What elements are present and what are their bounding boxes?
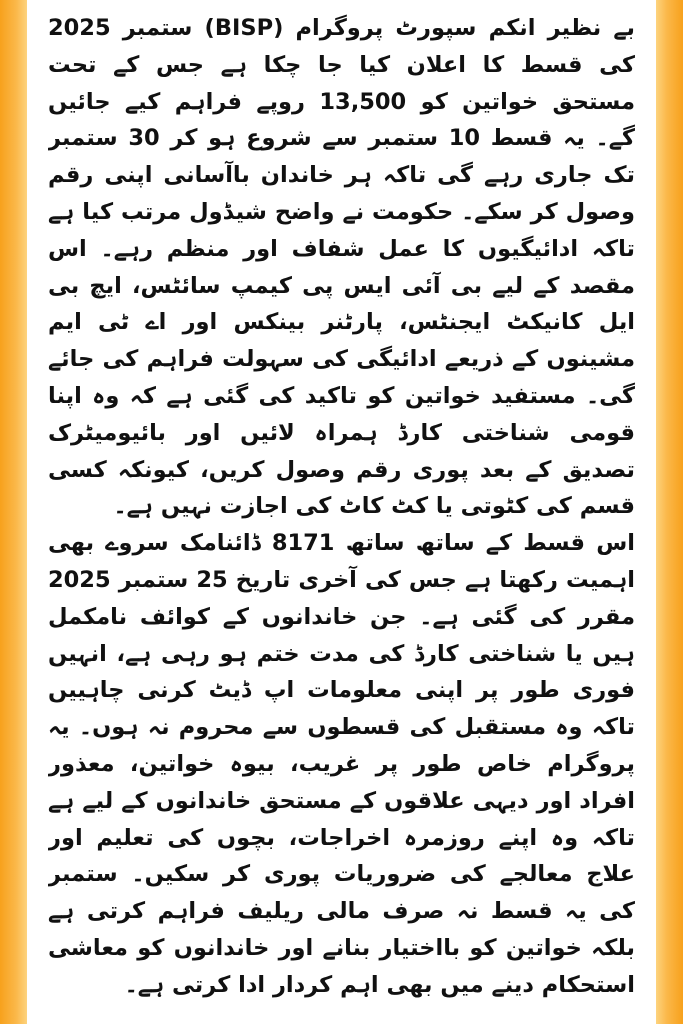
article-body bbox=[48, 10, 635, 1014]
left-orange-border bbox=[0, 0, 27, 1024]
right-orange-border bbox=[656, 0, 683, 1024]
paragraph-dynamic-survey: اس قسط کے ساتھ ساتھ 8171 ڈائنامک سروے بھی اہمیت رکھتا ہے جس کی آخری تاریخ 25 ستمبر 2025 مقرر کی گئی ہے۔ جن خاندانوں کے کوائف نامکمل ہیں یا شناختی کارڈ کی مدت ختم ہو رہی ہے، انہیں فوری طور پر اپنی معلومات اپ ڈیٹ کرنی چاہییں تاکہ وہ مستقبل کی قسطوں سے محروم نہ ہوں۔ یہ پروگرام خاص طور پر غریب، بیوہ خواتین، معذور افراد اور دیہی علاقوں کے مستحق خاندانوں کے لیے ہے تاکہ وہ اپنے روزمرہ اخراجات، بچوں کی تعلیم اور علاج معالجے کی ضروریات پوری کر سکیں۔ ستمبر کی یہ قسط نہ صرف مالی ریلیف فراہم کرتی ہے بلکہ خواتین کو بااختیار بنانے اور خاندانوں کو معاشی استحکام دینے میں بھی اہم کردار ادا کرتی ہے۔ bbox=[48, 530, 635, 998]
paragraph-bisp-installment: بے نظیر انکم سپورٹ پروگرام (BISP) ستمبر 2025 کی قسط کا اعلان کیا جا چکا ہے جس کے تحت مستحق خواتین کو 13,500 روپے فراہم کیے جائیں گے۔ یہ قسط 10 ستمبر سے شروع ہو کر 30 ستمبر تک جاری رہے گی تاکہ ہر خاندان باآسانی اپنی رقم وصول کر سکے۔ حکومت نے واضح شیڈول مرتب کیا ہے تاکہ ادائیگیوں کا عمل شفاف اور منظم رہے۔ اس مقصد کے لیے بی آئی ایس پی کیمپ سائٹس، ایچ بی ایل کانیکٹ ایجنٹس، پارٹنر بینکس اور اے ٹی ایم مشینوں کے ذریعے ادائیگی کی سہولت فراہم کی جائے گی۔ مستفید خواتین کو تاکید کی گئی ہے کہ وہ اپنا قومی شناختی کارڈ ہمراہ لائیں اور بائیومیٹرک تصدیق کے بعد پوری رقم وصول کریں، کیونکہ کسی قسم کی کٹوتی یا کٹ کاٹ کی اجازت نہیں ہے۔ bbox=[48, 15, 635, 520]
